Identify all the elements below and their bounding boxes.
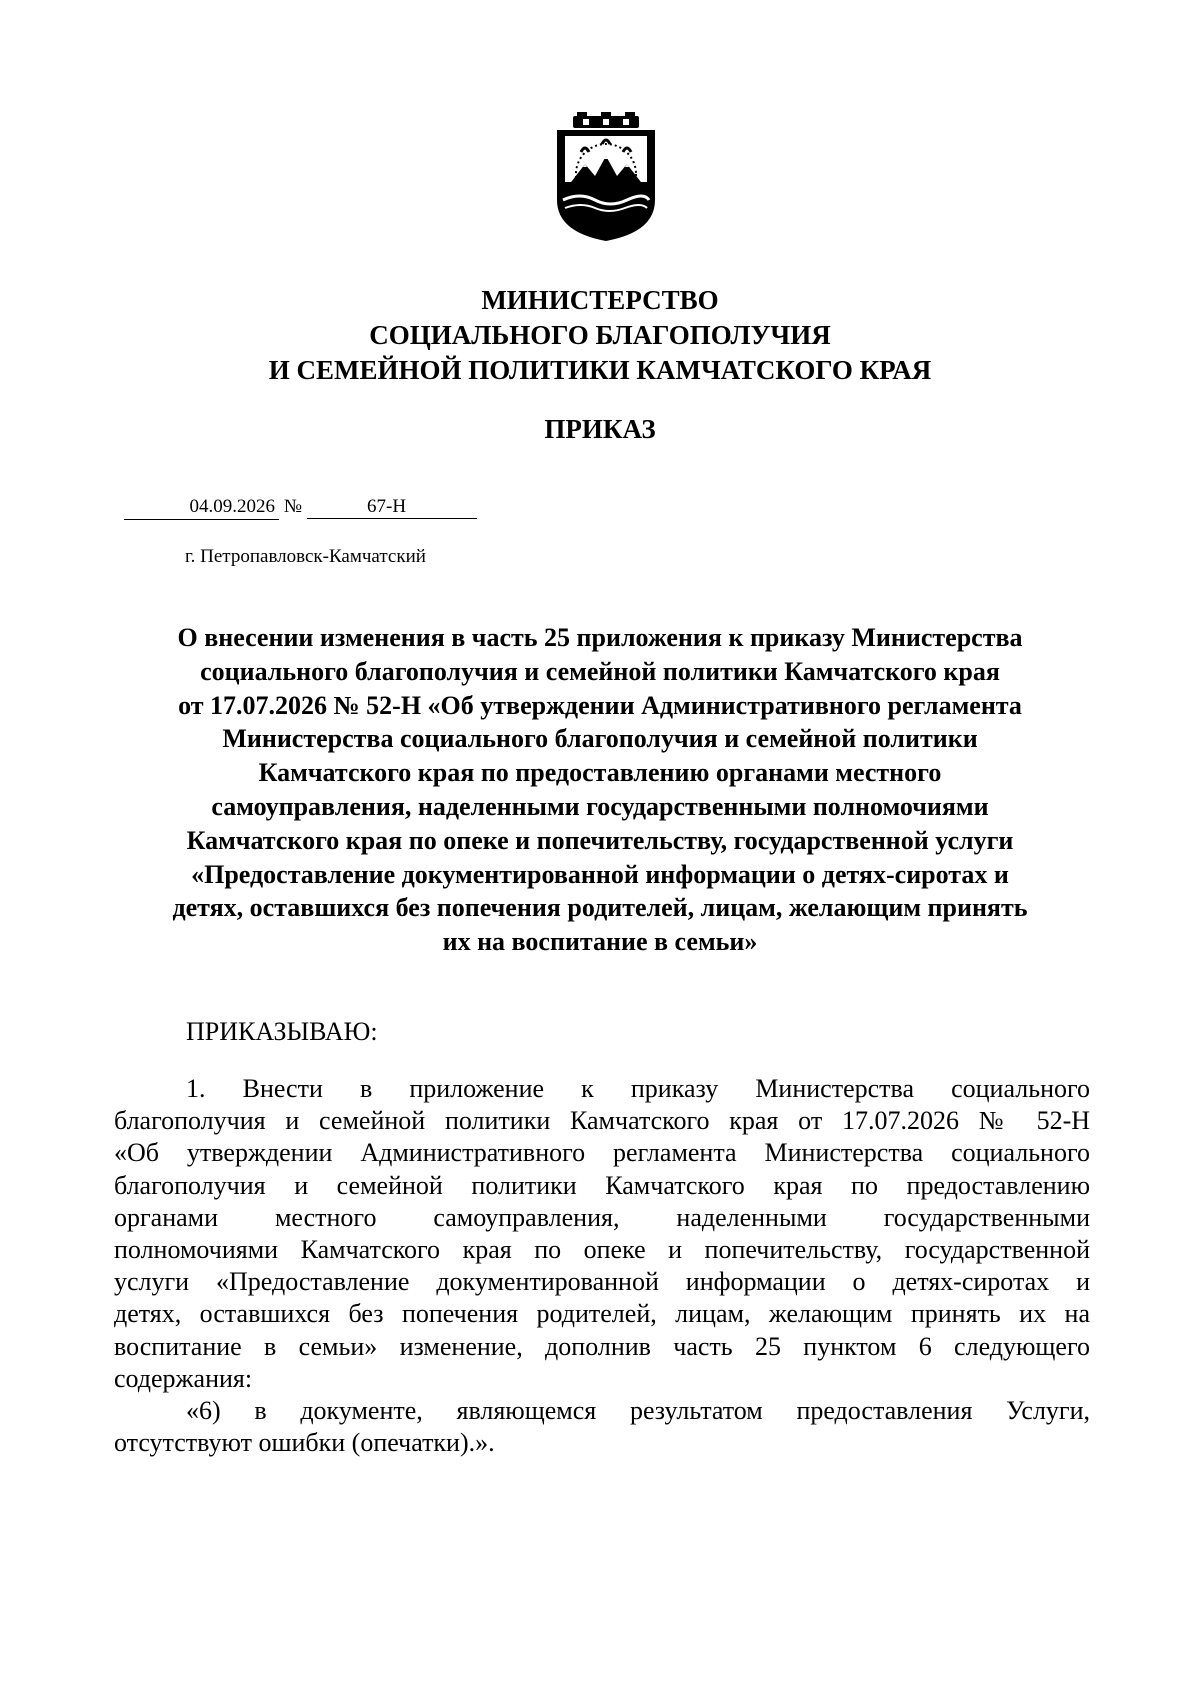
body-line: услуги «Предоставление документированной информации о детях-сиротах и: [114, 1267, 1090, 1297]
order-subject: [105, 621, 1095, 959]
body-line: 1. Внести в приложение к приказу Министерства социального: [186, 1074, 1090, 1103]
body-line: органами местного самоуправления, наделенными государственными: [114, 1202, 1090, 1232]
subject-line: самоуправления, наделенными государственными полномочиями: [211, 791, 989, 821]
body-line: детях, оставшихся без попечения родителей, лицам, желающим принять их на: [114, 1299, 1090, 1329]
subject-line: Камчатского края по предоставлению органами местного: [258, 758, 942, 788]
body-line: содержания:: [114, 1363, 253, 1393]
subject-line: О внесении изменения в часть 25 приложения к приказу Министерства: [177, 623, 1023, 652]
kamchatka-coat-of-arms-icon: [555, 112, 657, 242]
ministry-name: [150, 283, 1050, 388]
subject-line: Министерства социального благополучия и семейной политики: [222, 724, 978, 754]
issue-city: г. Петропавловск-Камчатский: [185, 546, 426, 567]
subject-line: от 17.07.2026 № 52-Н «Об утверждении Административного регламента: [178, 690, 1022, 720]
order-body: [114, 1073, 1090, 1459]
body-line: «6) в документе, являющемся результатом предоставления Услуги,: [186, 1396, 1090, 1426]
document-type-title: ПРИКАЗ: [544, 414, 656, 444]
subject-line: их на воспитание в семьи»: [442, 927, 758, 957]
body-line: благополучия и семейной политики Камчатского края от 17.07.2026 № 52-Н: [114, 1106, 1090, 1136]
subject-line: социального благополучия и семейной политики Камчатского края: [200, 656, 1000, 686]
body-line: отсутствуют ошибки (опечатки).».: [114, 1428, 495, 1458]
body-line: воспитание в семьи» изменение, дополнив часть 25 пунктом 6 следующего: [114, 1331, 1090, 1361]
ministry-line: И СЕМЕЙНОЙ ПОЛИТИКИ КАМЧАТСКОГО КРАЯ: [268, 355, 932, 385]
number-sign: №: [283, 496, 303, 517]
body-line: «Об утверждении Административного регламента Министерства социального: [114, 1138, 1090, 1168]
decree-word: ПРИКАЗЫВАЮ:: [186, 1017, 378, 1046]
body-line: полномочиями Камчатского края по опеке и попечительству, государственной: [114, 1235, 1090, 1265]
order-number: 67-Н: [307, 495, 477, 519]
registration-row: [124, 495, 477, 523]
order-date: 04.09.2026: [124, 495, 279, 520]
subject-line: детях, оставшихся без попечения родителей, лицам, желающим принять: [172, 893, 1028, 923]
ministry-line: СОЦИАЛЬНОГО БЛАГОПОЛУЧИЯ: [369, 320, 831, 350]
subject-line: Камчатского края по опеке и попечительству, государственной услуги: [186, 825, 1014, 855]
body-line: благополучия и семейной политики Камчатского края по предоставлению: [114, 1170, 1090, 1200]
subject-line: «Предоставление документированной информации о детях-сиротах и: [191, 859, 1009, 889]
ministry-line: МИНИСТЕРСТВО: [481, 285, 719, 315]
